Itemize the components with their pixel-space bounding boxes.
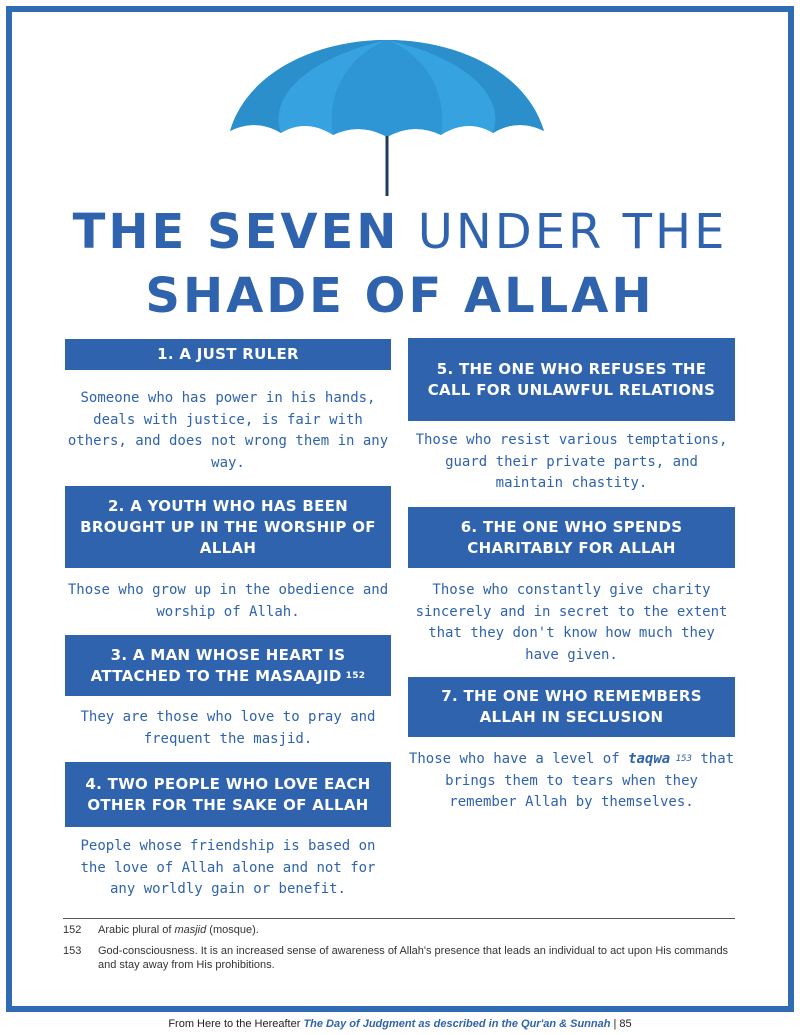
umbrella-icon — [228, 36, 546, 198]
item-3-description: They are those who love to pray and frequent the masjid. — [80, 709, 376, 747]
page-number: | 85 — [610, 1018, 632, 1030]
item-3-heading: 3. A MAN WHOSE HEART IS ATTACHED TO THE MASAAJID $^{152}$ — [65, 635, 391, 696]
page-title-line-1 — [0, 204, 800, 260]
page-footer: From Here to the Hereafter The Day of Judgment as described in the Qur'an & Sunnah | 85 — [168, 1018, 632, 1030]
item-6-heading: 6. THE ONE WHO SPENDS CHARITABLY FOR ALLAH — [408, 507, 735, 568]
item-5-heading: 5. THE ONE WHO REFUSES THE CALL FOR UNLAWFUL RELATIONS — [408, 338, 735, 421]
footnote-152: 152 Arabic plural of masjid (mosque). — [63, 924, 259, 936]
page-title-line-2: SHADE OF ALLAH — [145, 268, 655, 324]
footnote-ref-153: 153 — [675, 754, 692, 764]
item-7-heading: 7. THE ONE WHO REMEMBERS ALLAH IN SECLUSION — [408, 677, 735, 737]
footnote-153: 153 God-consciousness. It is an increased sense of awareness of Allah's presence that leads an individual to act upon His commands and stay away from His prohibitions. — [63, 945, 729, 971]
item-5-description: Those who resist various temptations, guard their private parts, and maintain chastity. — [415, 432, 728, 491]
item-7-description: Those who have a level of taqwa $^{153}$ that brings them to tears when they remember Allah by themselves. — [408, 751, 735, 810]
item-1-description: Someone who has power in his hands, deals with justice, is fair with others, and does not wrong them in any way. — [67, 390, 389, 471]
item-2-heading: 2. A YOUTH WHO HAS BEEN BROUGHT UP IN THE WORSHIP OF ALLAH — [65, 486, 391, 568]
title-light-part: UNDER THE — [399, 204, 728, 260]
item-1-heading: 1. A JUST RULER — [65, 339, 391, 370]
term-taqwa: taqwa — [628, 751, 671, 767]
title-bold-part: THE SEVEN — [72, 204, 400, 260]
footnote-divider — [63, 918, 735, 919]
item-4-heading: 4. TWO PEOPLE WHO LOVE EACH OTHER FOR THE SAKE OF ALLAH — [65, 762, 391, 827]
item-4-description: People whose friendship is based on the love of Allah alone and not for any worldly gain or benefit. — [80, 838, 376, 897]
item-2-description: Those who grow up in the obedience and worship of Allah. — [67, 582, 389, 620]
footnote-ref-152: 152 — [345, 670, 366, 681]
book-title: The Day of Judgment as described in the Qur'an & Sunnah — [303, 1018, 611, 1030]
item-6-description: Those who constantly give charity sincerely and in secret to the extent that they don't know how much they have given. — [415, 582, 728, 663]
